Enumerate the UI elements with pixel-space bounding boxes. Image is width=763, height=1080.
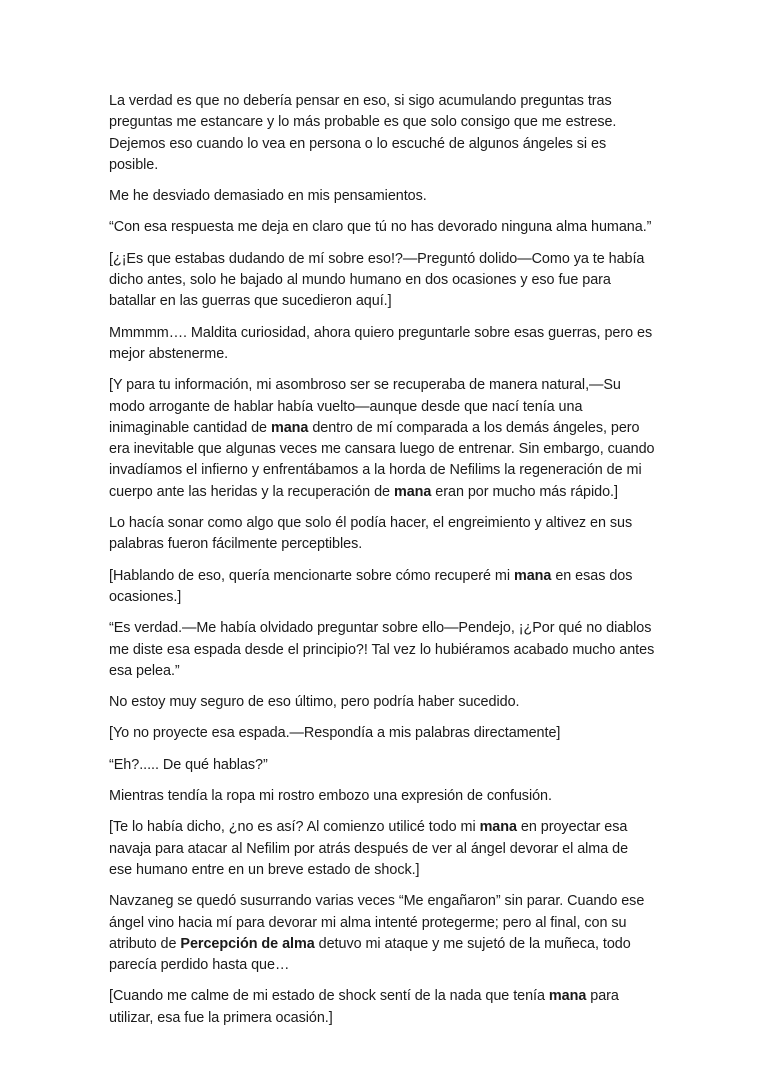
paragraph: [109, 986, 655, 1029]
text-run: dentro de mí comparada a los demás ángeles, pero era inevitable que algunas veces me cansara luego de entrenar. Sin embargo, cuando invadíamos el infierno y enfrentábamos a la horda de Nefilims la regeneración de mi cuerpo ante las heridas y la recuperación de: [109, 419, 655, 500]
document-body: [109, 91, 655, 1029]
text-run: Navzaneg se quedó susurrando varias veces “Me engañaron” sin parar. Cuando ese ángel vino hacia mí para devorar mi alma intenté protegerme; pero al final, con su atributo de: [109, 893, 645, 952]
paragraph: [109, 723, 655, 744]
text-run: Mmmmm…. Maldita curiosidad, ahora quiero preguntarle sobre esas guerras, pero es mejor abstenerme.: [109, 324, 653, 362]
text-run: [Hablando de eso, quería mencionarte sobre cómo recuperé mi: [109, 567, 514, 584]
bold-term: mana: [393, 483, 432, 500]
paragraph: [109, 513, 655, 556]
text-run: “Eh?..... De qué hablas?”: [109, 756, 268, 773]
bold-term: mana: [479, 819, 517, 836]
paragraph: [109, 375, 655, 503]
paragraph: [109, 891, 655, 976]
paragraph: [109, 786, 655, 807]
text-run: La verdad es que no debería pensar en eso, si sigo acumulando preguntas tras preguntas me estancare y lo más probable es que solo consigo que me estrese. Dejemos eso cuando lo vea en persona o lo escuché de algunos ángeles si es posible.: [109, 93, 617, 173]
paragraph: [109, 186, 655, 207]
bold-term: mana: [513, 567, 552, 584]
text-run: [Te lo había dicho, ¿no es así? Al comienzo utilicé todo mi: [109, 819, 480, 836]
text-run: [Yo no proyecte esa espada.—Respondía a mis palabras directamente]: [109, 725, 561, 742]
text-run: [¿¡Es que estabas dudando de mí sobre eso!?—Preguntó dolido—Como ya te había dicho antes, solo he bajado al mundo humano en dos ocasiones y eso fue para batallar en las guerras que sucedieron aquí.]: [109, 250, 645, 310]
paragraph: [109, 217, 655, 238]
paragraph: [109, 618, 655, 682]
paragraph: [109, 692, 655, 713]
text-run: en esas dos ocasiones.]: [109, 567, 633, 605]
text-run: [Cuando me calme de mi estado de shock sentí de la nada que tenía: [109, 988, 549, 1005]
text-run: en proyectar esa navaja para atacar al Nefilim por atrás después de ver al ángel devorar el alma de ese humano entre en un breve estado de shock.]: [109, 819, 629, 878]
text-run: “Con esa respuesta me deja en claro que tú no has devorado ninguna alma humana.”: [109, 219, 652, 236]
text-run: Me he desviado demasiado en mis pensamientos.: [109, 188, 427, 205]
text-run: Mientras tendía la ropa mi rostro embozo una expresión de confusión.: [109, 788, 552, 805]
text-run: Lo hacía sonar como algo que solo él podía hacer, el engreimiento y altivez en sus palabras fueron fácilmente perceptibles.: [109, 515, 633, 553]
paragraph: [109, 91, 655, 176]
paragraph: [109, 817, 655, 881]
text-run: [Y para tu información, mi asombroso ser se recuperaba de manera natural,—Su modo arrogante de hablar había vuelto—aunque desde que nací tenía una inimaginable cantidad de: [109, 377, 621, 436]
bold-term: Percepción de alma: [180, 935, 315, 952]
paragraph: [109, 566, 655, 609]
bold-term: mana: [548, 988, 587, 1005]
text-run: detuvo mi ataque y me sujetó de la muñeca, todo parecía perdido hasta que…: [109, 935, 631, 974]
text-run: No estoy muy seguro de eso último, pero podría haber sucedido.: [109, 694, 520, 711]
text-run: eran por mucho más rápido.]: [431, 483, 618, 500]
text-run: para utilizar, esa fue la primera ocasión.]: [109, 988, 619, 1026]
bold-term: mana: [270, 419, 309, 436]
paragraph: [109, 755, 655, 776]
text-run: “Es verdad.—Me había olvidado preguntar sobre ello—Pendejo, ¡¿Por qué no diablos me diste esa espada desde el principio?! Tal vez lo hubiéramos acabado mucho antes esa pelea.”: [109, 620, 655, 679]
paragraph: [109, 323, 655, 366]
paragraph: [109, 249, 655, 313]
